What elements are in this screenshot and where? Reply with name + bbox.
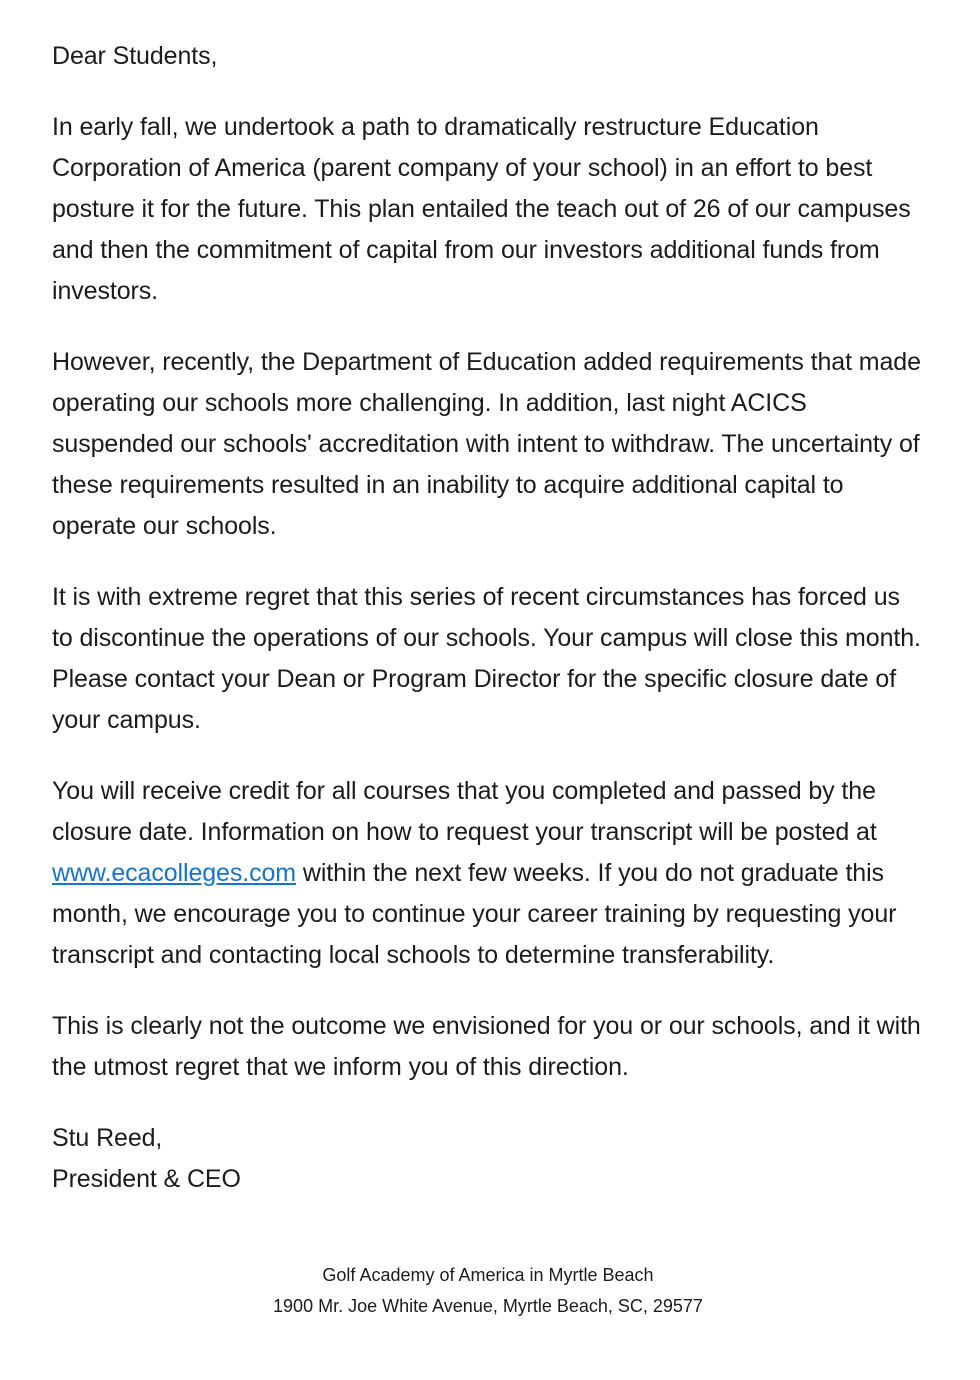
transcript-text-before-link: You will receive credit for all courses that you completed and passed by the closure date. Information on how to request your transcript will be posted at [52,777,877,846]
campus-footer [52,1260,924,1322]
paragraph-regret: This is clearly not the outcome we envisioned for you or our schools, and it with the utmost regret that we inform you of this direction. [52,1012,921,1081]
letter-body [52,36,924,1200]
footer-campus-name: Golf Academy of America in Myrtle Beach [322,1265,654,1285]
paragraph-transcript [52,771,924,976]
paragraph-requirements: However, recently, the Department of Education added requirements that made operating our schools more challenging. In addition, last night ACICS suspended our schools' accreditation with intent to withdraw. The uncertainty of these requirements resulted in an inability to acquire additional capital to operate our schools. [52,348,921,540]
transcript-text-after-link: within the next few weeks. If you do not graduate this month, we encourage you to continue your career training by requesting your transcript and contacting local schools to determine transferability. [52,859,897,969]
paragraph-closure-announcement: It is with extreme regret that this series of recent circumstances has forced us to discontinue the operations of our schools. Your campus will close this month. Please contact your Dean or Program Director for the specific closure date of your campus. [52,583,921,734]
signature-title: President & CEO [52,1165,241,1193]
salutation: Dear Students, [52,42,218,70]
footer-campus-address: 1900 Mr. Joe White Avenue, Myrtle Beach, SC, 29577 [273,1296,703,1316]
paragraph-restructure: In early fall, we undertook a path to dramatically restructure Education Corporation of America (parent company of your school) in an effort to best posture it for the future. This plan entailed the teach out of 26 of our campuses and then the commitment of capital from our investors additional funds from investors. [52,113,911,305]
ecacolleges-link[interactable]: www.ecacolleges.com [52,859,297,887]
signature-block [52,1118,924,1200]
signature-name: Stu Reed, [52,1124,163,1152]
